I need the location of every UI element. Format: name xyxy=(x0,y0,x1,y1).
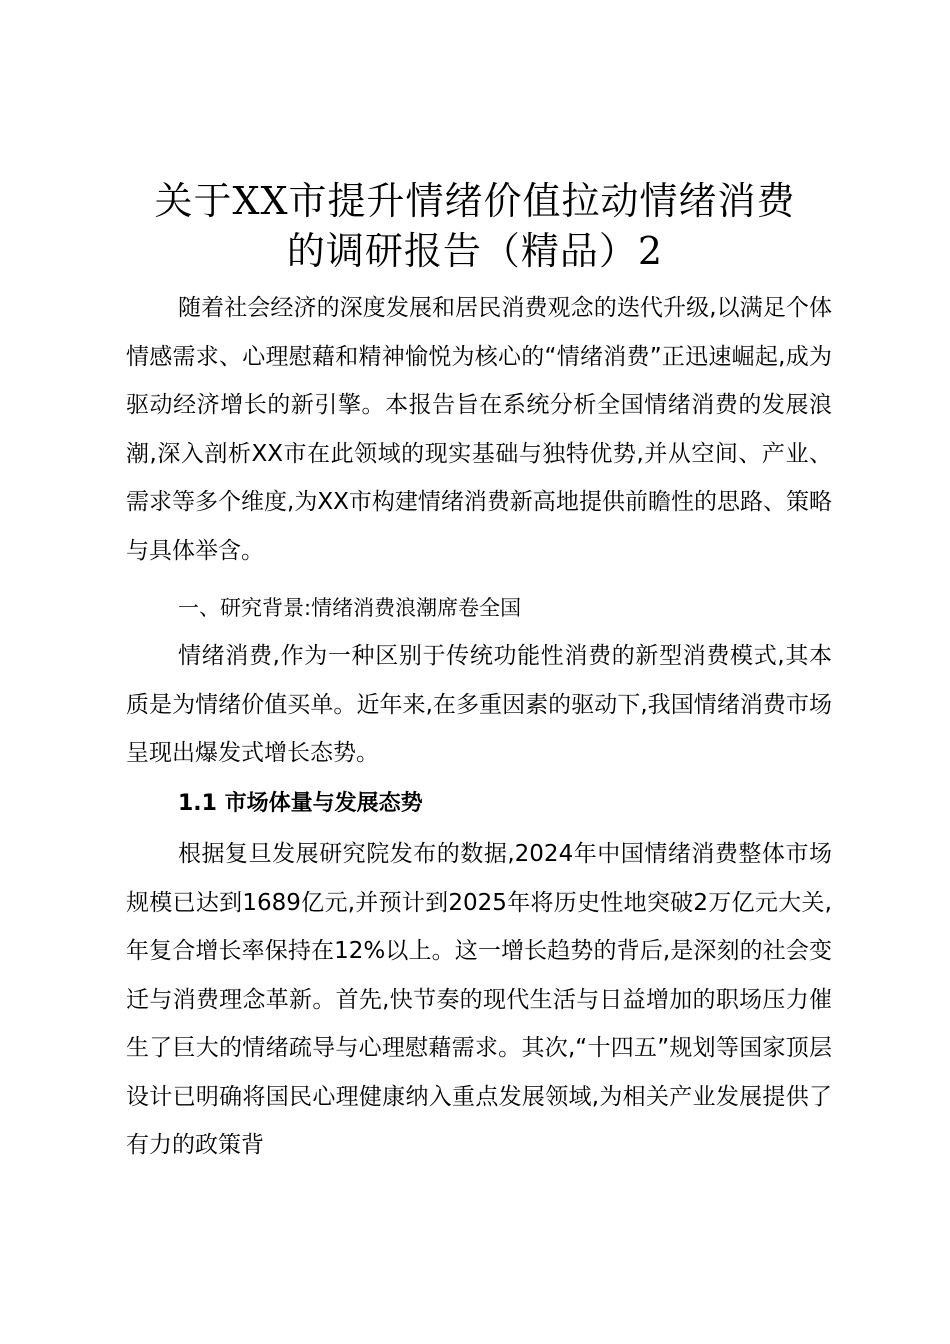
section-paragraph-emotion-consumption: 情绪消费,作为一种区别于传统功能性消费的新型消费模式,其本质是为情绪价值买单。近年来,在多重因素的驱动下,我国情绪消费市场呈现出爆发式增长态势。 xyxy=(126,643,832,766)
title-line-2: 的调研报告（精品）2 xyxy=(286,229,664,273)
document-title xyxy=(120,176,830,276)
section-heading-research-background: 一、研究背景:情绪消费浪潮席卷全国 xyxy=(178,596,522,620)
subsection-heading-market-size: 1.1 市场体量与发展态势 xyxy=(178,791,423,816)
title-line-1: 关于XX市提升情绪价值拉动情绪消费 xyxy=(154,179,796,223)
subsection-paragraph-market-data: 根据复旦发展研究院发布的数据,2024年中国情绪消费整体市场规模已达到1689亿元,并预计到2025年将历史性地突破2万亿元大关,年复合增长率保持在12%以上。这一增长趋势的背后,是深刻的社会变迁与消费理念革新。首先,快节奏的现代生活与日益增加的职场压力催生了巨大的情绪疏导与心理慰藉需求。其次,“十四五”规划等国家顶层设计已明确将国民心理健康纳入重点发展领域,为相关产业发展提供了有力的政策背 xyxy=(126,841,832,1158)
intro-paragraph: 随着社会经济的深度发展和居民消费观念的迭代升级,以满足个体情感需求、心理慰藉和精神愉悦为核心的“情绪消费”正迅速崛起,成为驱动经济增长的新引擎。本报告旨在系统分析全国情绪消费的发展浪潮,深入剖析XX市在此领域的现实基础与独特优势,并从空间、产业、需求等多个维度,为XX市构建情绪消费新高地提供前瞻性的思路、策略与具体举含。 xyxy=(126,295,832,564)
